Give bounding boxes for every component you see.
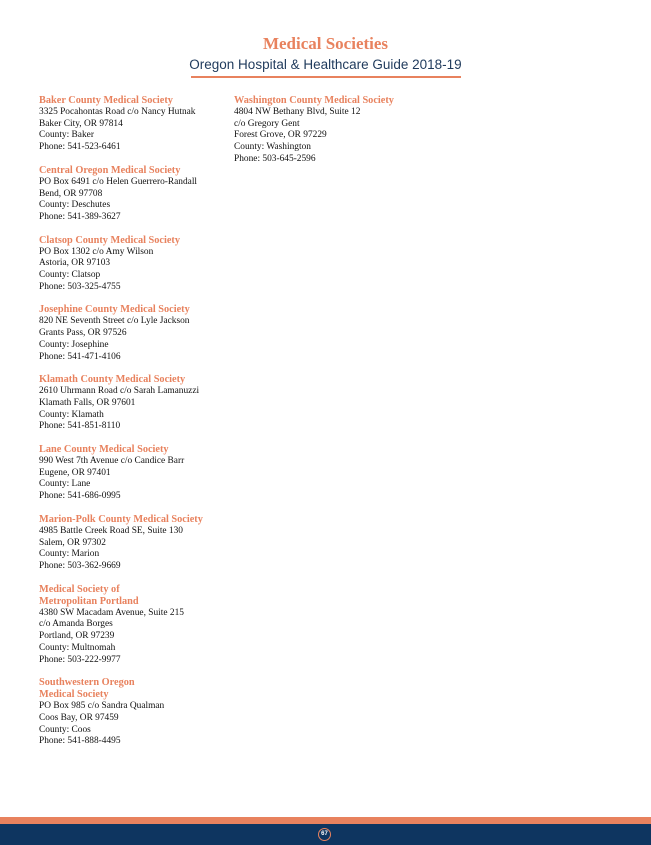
society-name: Josephine County Medical Society (39, 304, 190, 316)
society-detail-line: 3325 Pocahontas Road c/o Nancy Hutnak (39, 107, 196, 117)
society-detail-line: Phone: 541-851-8110 (39, 421, 121, 432)
society-detail-line: County: Lane (39, 479, 91, 490)
society-name: Southwestern Oregon (39, 677, 135, 689)
society-detail-line: Phone: 541-888-4495 (39, 736, 121, 747)
society-name: Medical Society of (39, 583, 120, 595)
society-detail-line: 990 West 7th Avenue c/o Candice Barr (39, 456, 185, 467)
society-detail-line: 4380 SW Macadam Avenue, Suite 215 (39, 607, 184, 618)
society-detail-line: County: Baker (39, 130, 94, 141)
society-detail-line: Portland, OR 97239 (39, 631, 115, 642)
society-detail-line: Phone: 503-222-9977 (39, 654, 121, 665)
society-name: Lane County Medical Society (39, 444, 169, 456)
society-detail-line: Phone: 541-523-6461 (39, 142, 121, 153)
society-detail-line: Phone: 541-389-3627 (39, 211, 121, 222)
society-detail-line: County: Klamath (39, 409, 104, 420)
society-entry (39, 304, 229, 363)
society-detail-line: Phone: 541-686-0995 (39, 491, 121, 502)
left-column (39, 95, 229, 759)
society-detail-line: Coos Bay, OR 97459 (39, 712, 119, 723)
society-entry (39, 95, 229, 154)
page-number-badge: 67 (318, 828, 331, 841)
society-detail-line: Salem, OR 97302 (39, 537, 106, 548)
right-column (234, 95, 434, 177)
society-detail-line: c/o Gregory Gent (234, 118, 300, 129)
society-name: Washington County Medical Society (234, 95, 394, 106)
society-detail-line: Astoria, OR 97103 (39, 258, 111, 269)
society-detail-line: Phone: 541-471-4106 (39, 351, 121, 362)
society-detail-line: Klamath Falls, OR 97601 (39, 397, 136, 408)
society-detail-line: 820 NE Seventh Street c/o Lyle Jackson (39, 316, 190, 327)
society-detail-line: c/o Amanda Borges (39, 619, 113, 630)
society-detail-line: Grants Pass, OR 97526 (39, 328, 127, 339)
society-name: Klamath County Medical Society (39, 374, 186, 386)
society-detail-line: Baker City, OR 97814 (39, 118, 123, 129)
society-entry (39, 584, 229, 667)
society-name: Metropolitan Portland (39, 595, 139, 607)
society-name: Central Oregon Medical Society (39, 164, 181, 176)
society-detail-line: County: Clatsop (39, 270, 101, 281)
society-entry (39, 677, 229, 748)
society-detail-line: Phone: 503-645-2596 (234, 153, 316, 164)
society-detail-line: Phone: 503-362-9669 (39, 560, 121, 571)
title-divider (191, 76, 461, 78)
society-name: Clatsop County Medical Society (39, 234, 181, 246)
page-subtitle: Oregon Hospital & Healthcare Guide 2018-19 (189, 57, 462, 72)
footer-accent-stripe (0, 817, 651, 824)
society-detail-line: County: Deschutes (39, 200, 111, 211)
society-detail-line: 4804 NW Bethany Blvd, Suite 12 (234, 107, 361, 117)
society-entry (234, 95, 434, 166)
society-entry (39, 165, 229, 224)
society-detail-line: County: Marion (39, 549, 100, 560)
society-entry (39, 235, 229, 294)
page-title: Medical Societies (262, 34, 389, 53)
society-detail-line: 4985 Battle Creek Road SE, Suite 130 (39, 525, 183, 536)
society-name: Medical Society (39, 689, 109, 701)
society-detail-line: 2610 Uhrmann Road c/o Sarah Lamanuzzi (39, 386, 200, 397)
society-detail-line: Forest Grove, OR 97229 (234, 130, 327, 141)
society-entry (39, 374, 229, 433)
society-name: Marion-Polk County Medical Society (39, 513, 203, 525)
society-detail-line: County: Josephine (39, 339, 109, 350)
society-detail-line: Phone: 503-325-4755 (39, 281, 121, 292)
society-detail-line: Bend, OR 97708 (39, 188, 103, 199)
society-entry (39, 444, 229, 503)
society-detail-line: PO Box 985 c/o Sandra Qualman (39, 701, 165, 712)
society-name: Baker County Medical Society (39, 95, 173, 106)
society-detail-line: Eugene, OR 97401 (39, 467, 111, 478)
society-entry (39, 514, 229, 573)
society-detail-line: PO Box 6491 c/o Helen Guerrero-Randall (39, 176, 198, 187)
society-detail-line: County: Multnomah (39, 642, 116, 653)
society-detail-line: County: Coos (39, 724, 91, 735)
society-detail-line: PO Box 1302 c/o Amy Wilson (39, 246, 154, 257)
society-detail-line: County: Washington (234, 142, 311, 153)
